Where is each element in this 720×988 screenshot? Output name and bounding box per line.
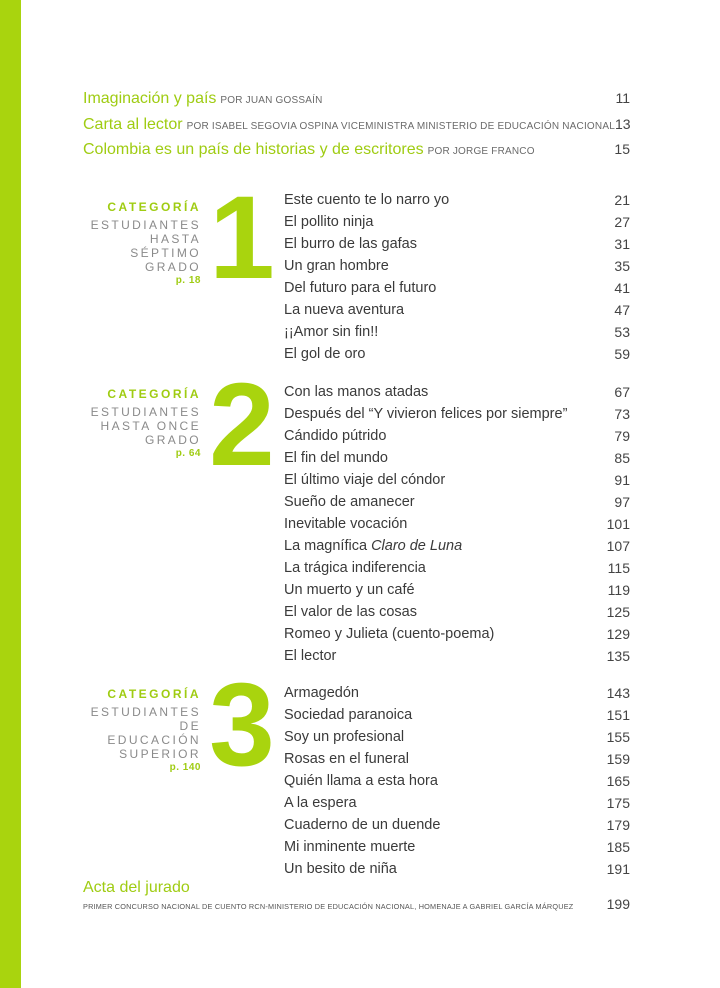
entry-page: 185 [606,839,630,855]
entry-page: 79 [614,428,630,444]
category-page-ref: p. 18 [175,275,201,286]
category-block-1 [83,200,201,287]
toc-entry[interactable] [284,425,630,447]
category-block-3 [83,687,201,774]
entry-title: El valor de las cosas [284,604,417,620]
entry-byline: POR ISABEL SEGOVIA OSPINA VICEMINISTRA MINISTERIO DE EDUCACIÓN NACIONAL [186,121,615,132]
entry-page: 13 [614,116,631,132]
toc-entry[interactable] [284,836,630,858]
toc-entry[interactable] [284,858,630,880]
entry-page: 143 [606,685,630,701]
entry-page: 151 [606,707,630,723]
entry-title: Imaginación y país [83,90,217,107]
toc-entry[interactable] [284,277,630,299]
category-number: 1 [209,172,275,304]
entry-page: 15 [614,141,630,157]
entry-byline: POR JUAN GOSSAÍN [220,95,323,106]
entry-page: 31 [614,236,630,252]
entry-page: 59 [614,346,630,362]
category-entries-2 [284,381,630,667]
entry-page: 11 [615,90,630,106]
entry-page: 101 [606,516,630,532]
entry-page: 21 [614,192,630,208]
toc-entry[interactable] [284,726,630,748]
entry-title: Cuaderno de un duende [284,817,441,833]
entry-page: 179 [606,817,630,833]
entry-title: Del futuro para el futuro [284,280,437,296]
toc-entry[interactable] [284,704,630,726]
entry-page: 41 [614,280,630,296]
entry-page: 165 [606,773,630,789]
entry-page: 175 [606,795,630,811]
entry-title: Quién llama a esta hora [284,773,438,789]
entry-page: 97 [614,494,630,510]
entry-page: 91 [614,472,630,488]
toc-entry[interactable] [284,299,630,321]
entry-title: A la espera [284,795,357,811]
toc-entry[interactable] [284,682,630,704]
entry-title-italic: Claro de Luna [371,538,463,554]
entry-title: Carta al lector [83,116,183,133]
category-description: ESTUDIANTES DE EDUCACIÓN SUPERIOR [90,705,201,761]
entry-title: El último viaje del cóndor [284,472,446,488]
entry-title: Romeo y Julieta (cuento-poema) [284,626,495,642]
toc-front-entry[interactable] [83,141,630,159]
entry-page: 191 [606,861,630,877]
entry-title: Armagedón [284,685,359,701]
toc-entry[interactable] [284,403,630,425]
side-accent-bar [0,0,21,988]
category-description: ESTUDIANTES HASTA SÉPTIMO GRADO [90,218,201,274]
category-block-2 [83,387,201,460]
toc-entry[interactable] [284,579,630,601]
entry-page: 159 [606,751,630,767]
entry-page: 119 [607,582,630,598]
category-page-ref: p. 140 [169,762,201,773]
toc-entry[interactable] [284,381,630,403]
entry-title: Cándido pútrido [284,428,387,444]
entry-page: 35 [614,258,630,274]
entry-title: El burro de las gafas [284,236,417,252]
category-description: ESTUDIANTES HASTA ONCE GRADO [90,405,201,447]
category-label: CATEGORÍA [107,687,201,701]
acta-entry [83,896,630,912]
entry-title: Inevitable vocación [284,516,408,532]
category-label: CATEGORÍA [107,200,201,214]
entry-title: Un muerto y un café [284,582,415,598]
toc-entry[interactable] [284,189,630,211]
entry-page: 47 [614,302,630,318]
toc-entry[interactable] [284,343,630,365]
entry-title: Colombia es un país de historias y de escritores [83,141,424,158]
toc-entry[interactable] [284,469,630,491]
entry-title: Sueño de amanecer [284,494,415,510]
category-label: CATEGORÍA [107,387,201,401]
entry-title: ¡¡Amor sin fin!! [284,324,379,340]
toc-entry[interactable] [284,770,630,792]
acta-subtitle: PRIMER CONCURSO NACIONAL DE CUENTO RCN-MINISTERIO DE EDUCACIÓN NACIONAL, HOMENAJE A GABRIEL GARCÍA MÁRQUEZ [83,902,574,911]
category-number: 2 [209,359,275,491]
entry-title: Rosas en el funeral [284,751,409,767]
category-number: 3 [209,659,275,791]
entry-title: Un gran hombre [284,258,389,274]
entry-title: Después del “Y vivieron felices por siempre” [284,406,568,422]
entry-title: La nueva aventura [284,302,405,318]
entry-page: 53 [614,324,630,340]
entry-title: La magnífica Claro de Luna [284,538,463,554]
toc-entry[interactable] [284,748,630,770]
toc-front-entry[interactable] [83,90,630,108]
toc-entry[interactable] [284,557,630,579]
toc-entry[interactable] [284,513,630,535]
toc-entry[interactable] [284,447,630,469]
toc-entry[interactable] [284,814,630,836]
entry-title: Soy un profesional [284,729,405,745]
entry-page: 27 [614,214,630,230]
toc-entry[interactable] [284,623,630,645]
acta-title[interactable]: Acta del jurado [83,879,190,896]
toc-entry[interactable] [284,255,630,277]
toc-entry[interactable] [284,491,630,513]
toc-entry[interactable] [284,321,630,343]
entry-page: 129 [606,626,630,642]
entry-page: 115 [607,560,630,576]
entry-title: Este cuento te lo narro yo [284,192,450,208]
entry-title: El pollito ninja [284,214,374,230]
entry-page: 155 [606,729,630,745]
entry-page: 107 [606,538,630,554]
toc-entry[interactable] [284,645,630,667]
entry-title: El lector [284,648,337,664]
entry-page: 67 [614,384,630,400]
toc-entry[interactable] [284,601,630,623]
toc-entry[interactable] [284,233,630,255]
entry-page: 125 [606,604,630,620]
entry-byline: POR JORGE FRANCO [427,146,535,157]
entry-title: Un besito de niña [284,861,397,877]
toc-entry[interactable] [284,535,630,557]
entry-title: El fin del mundo [284,450,388,466]
toc-entry[interactable] [284,211,630,233]
entry-title: La trágica indiferencia [284,560,426,576]
toc-entry[interactable] [284,792,630,814]
entry-title: Con las manos atadas [284,384,429,400]
category-entries-3 [284,682,630,880]
category-page-ref: p. 64 [175,448,201,459]
toc-front-entry[interactable] [83,116,630,134]
category-entries-1 [284,189,630,365]
entry-page: 199 [606,896,630,912]
entry-title: Sociedad paranoica [284,707,413,723]
entry-title: Mi inminente muerte [284,839,416,855]
entry-page: 135 [606,648,630,664]
entry-page: 85 [614,450,630,466]
entry-title: El gol de oro [284,346,366,362]
entry-page: 73 [614,406,630,422]
